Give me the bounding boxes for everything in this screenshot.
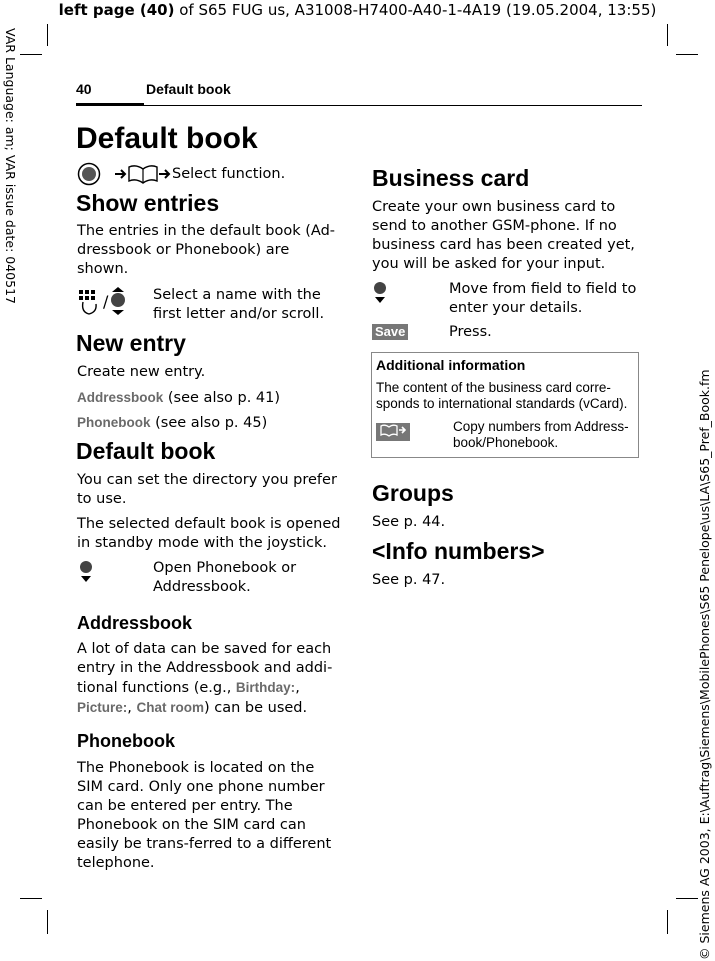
- new-entry-phonebook: [77, 413, 267, 433]
- info-numbers-text: See p. 47.: [372, 572, 446, 588]
- info-box-step: Copy numbers from Address-book/Phonebook.: [453, 419, 629, 450]
- arrow-right-icon: [159, 168, 171, 180]
- page-number: 40: [76, 81, 92, 97]
- heading-business-card: Business card: [372, 165, 530, 191]
- info-box-text: The content of the business card corre-sponds to international standards (vCard).: [376, 380, 628, 411]
- show-entries-text: The entries in the default book (Ad-dressbook or Phonebook) are shown.: [77, 223, 336, 277]
- default-book-text-2: The selected default book is opened in standby mode with the joystick.: [77, 516, 341, 551]
- business-card-step-1: Move from field to field to enter your details.: [449, 281, 637, 316]
- side-note-right-wrap: [697, 370, 713, 960]
- sep: ,: [127, 700, 137, 716]
- phonebook-ref: (see also p. 45): [150, 415, 268, 431]
- info-box: [371, 352, 639, 458]
- keypad-icon: [77, 286, 103, 316]
- heading-addressbook: Addressbook: [77, 613, 193, 633]
- chat-room-key: Chat room: [136, 700, 204, 715]
- crop-mark: [676, 54, 698, 55]
- keypad-joystick-icons: /: [77, 286, 128, 316]
- arrow-right-icon: [115, 168, 127, 180]
- side-note-left: VAR Language: am; VAR issue date: 040517: [3, 28, 18, 304]
- business-card-text: Create your own business card to send to another GSM-phone. If no business card has been created yet, you will be asked for your input.: [372, 199, 635, 272]
- crop-mark: [676, 898, 698, 899]
- picture-key: Picture:: [77, 700, 128, 715]
- phonebook-text: The Phonebook is located on the SIM card. Only one phone number can be entered per entry. The Phonebook on the SIM card can easily be trans-ferred to a different telephone.: [77, 760, 332, 871]
- heading-show-entries: Show entries: [76, 190, 220, 216]
- crop-mark: [667, 910, 668, 934]
- save-softkey: Save: [372, 324, 408, 340]
- addressbook-key: Addressbook: [77, 390, 164, 405]
- phonebook-key: Phonebook: [77, 415, 151, 430]
- book-arrow-icon: [380, 423, 406, 437]
- book-arrow-key: [376, 423, 410, 441]
- joystick-down-icon: [373, 281, 387, 305]
- default-book-step: Open Phonebook or Addressbook.: [153, 560, 297, 595]
- heading-default-book: Default book: [76, 438, 216, 464]
- joystick-press-icon: [77, 162, 103, 186]
- side-note-left-wrap: [2, 28, 18, 328]
- default-book-text-1: You can set the directory you prefer to use.: [77, 472, 337, 507]
- print-header-prefix: left page (40): [58, 1, 175, 19]
- print-header-rest: of S65 FUG us, A31008-H7400-A40-1-4A19 (19.05.2004, 13:55): [174, 1, 657, 19]
- running-title: Default book: [146, 81, 231, 97]
- new-entry-addressbook: [77, 388, 280, 408]
- info-box-title: Additional information: [376, 357, 526, 373]
- nav-path: [77, 162, 285, 186]
- new-entry-text: Create new entry.: [77, 364, 206, 380]
- business-card-step-2: Press.: [449, 324, 492, 340]
- addressbook-text-a: A lot of data can be saved for each entry in the Addressbook and addi-tional functions (e.g.,: [77, 641, 333, 696]
- addressbook-text: [77, 640, 343, 718]
- joystick-down-icon: [79, 560, 93, 584]
- birthday-key: Birthday:: [235, 680, 296, 695]
- heading-new-entry: New entry: [76, 330, 186, 356]
- addressbook-ref: (see also p. 41): [163, 390, 281, 406]
- nav-text: Select function.: [172, 165, 286, 182]
- crop-mark: [47, 24, 48, 46]
- groups-text: See p. 44.: [372, 514, 446, 530]
- print-header: [0, 0, 715, 20]
- addressbook-text-b: ) can be used.: [203, 700, 308, 716]
- crop-mark: [20, 898, 42, 899]
- header-rule: [76, 105, 642, 106]
- heading-phonebook: Phonebook: [77, 731, 175, 751]
- heading-groups: Groups: [372, 480, 454, 506]
- crop-mark: [20, 54, 42, 55]
- book-icon: [127, 163, 159, 185]
- joystick-updown-icon: [108, 286, 128, 316]
- show-entries-step: Select a name with the first letter and/or scroll.: [153, 287, 325, 322]
- page-title: Default book: [76, 122, 258, 155]
- side-note-right: © Siemens AG 2003, E:\Auftrag\Siemens\MobilePhones\S65 Penelope\us\LA\S65_Pref_Book.fm: [697, 369, 712, 960]
- crop-mark: [47, 910, 48, 934]
- heading-info-numbers: <Info numbers>: [372, 538, 545, 564]
- crop-mark: [667, 24, 668, 46]
- sep: ,: [295, 680, 300, 696]
